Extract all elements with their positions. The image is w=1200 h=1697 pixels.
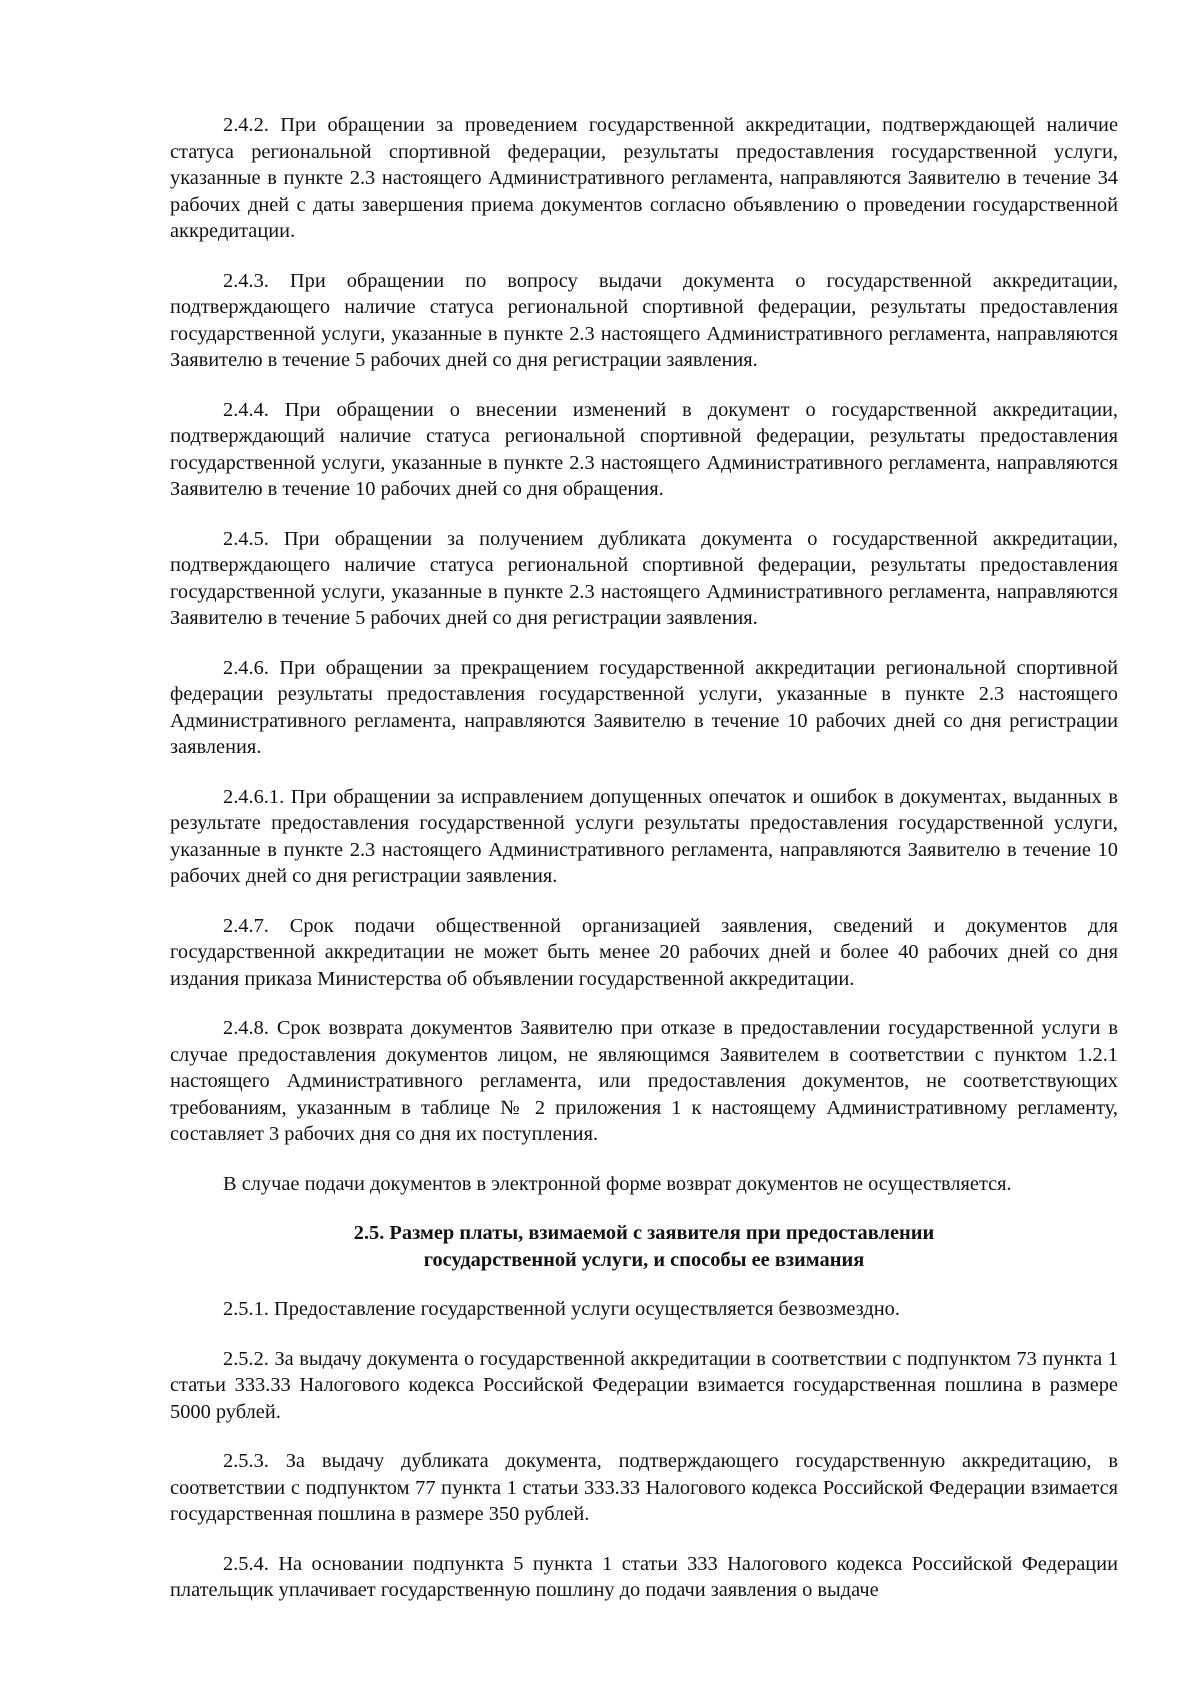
- paragraph-2-4-5: 2.4.5. При обращении за получением дубликата документа о государственной аккредитации, подтверждающего наличие статуса региональной спортивной федерации, результаты предоставления государственной услуги, указанные в пункте 2.3 настоящего Административного регламента, направляются Заявителю в течение 5 рабочих дней со дня регистрации заявления.: [170, 527, 1118, 629]
- paragraph-2-5-2: 2.5.2. За выдачу документа о государственной аккредитации в соответствии с подпунктом 73 пункта 1 статьи 333.33 Налогового кодекса Российской Федерации взимается государственная пошлина в размере 5000 рублей.: [170, 1347, 1118, 1423]
- paragraph-2-5-1: 2.5.1. Предоставление государственной услуги осуществляется безвозмездно.: [223, 1298, 900, 1320]
- paragraph-2-4-3: 2.4.3. При обращении по вопросу выдачи документа о государственной аккредитации, подтверждающего наличие статуса региональной спортивной федерации, результаты предоставления государственной услуги, указанные в пункте 2.3 настоящего Административного регламента, направляются Заявителю в течение 5 рабочих дней со дня регистрации заявления.: [170, 269, 1118, 371]
- paragraph-2-4-2: 2.4.2. При обращении за проведением государственной аккредитации, подтверждающей наличие статуса региональной спортивной федерации, результаты предоставления государственной услуги, указанные в пункте 2.3 настоящего Административного регламента, направляются Заявителю в течение 34 рабочих дней с даты завершения приема документов согласно объявлению о проведении государственной аккредитации.: [170, 114, 1118, 242]
- document-page: [170, 112, 1118, 1604]
- section-heading-2-5: [170, 1220, 1118, 1273]
- paragraph-2-4-6: 2.4.6. При обращении за прекращением государственной аккредитации региональной спортивной федерации результаты предоставления государственной услуги, указанные в пункте 2.3 настоящего Административного регламента, направляются Заявителю в течение 10 рабочих дней со дня регистрации заявления.: [170, 656, 1118, 758]
- paragraph-2-4-6-1: 2.4.6.1. При обращении за исправлением допущенных опечаток и ошибок в документах, выданных в результате предоставления государственной услуги результаты предоставления государственной услуги, указанные в пункте 2.3 настоящего Административного регламента, направляются Заявителю в течение 10 рабочих дней со дня регистрации заявления.: [170, 785, 1118, 887]
- paragraph-electronic-return: В случае подачи документов в электронной форме возврат документов не осуществляется.: [223, 1172, 1012, 1195]
- paragraph-2-4-7: 2.4.7. Срок подачи общественной организацией заявления, сведений и документов для государственной аккредитации не может быть менее 20 рабочих дней и более 40 рабочих дней со дня издания приказа Министерства об объявлении государственной аккредитации.: [170, 914, 1118, 990]
- paragraph-2-5-4: 2.5.4. На основании подпункта 5 пункта 1 статьи 333 Налогового кодекса Российской Федерации плательщик уплачивает государственную пошлину до подачи заявления о выдаче: [170, 1552, 1118, 1601]
- section-heading-line-2: государственной услуги, и способы ее взимания: [423, 1248, 865, 1271]
- paragraph-2-4-8: 2.4.8. Срок возврата документов Заявителю при отказе в предоставлении государственной услуги в случае предоставления документов лицом, не являющимся Заявителем в соответствии с пунктом 1.2.1 настоящего Административного регламента, или предоставления документов, не соответствующих требованиям, указанным в таблице № 2 приложения 1 к настоящему Административному регламенту, составляет 3 рабочих дня со дня их поступления.: [170, 1017, 1118, 1145]
- paragraph-2-5-3: 2.5.3. За выдачу дубликата документа, подтверждающего государственную аккредитацию, в соответствии с подпунктом 77 пункта 1 статьи 333.33 Налогового кодекса Российской Федерации взимается государственная пошлина в размере 350 рублей.: [170, 1450, 1118, 1525]
- paragraph-2-4-4: 2.4.4. При обращении о внесении изменений в документ о государственной аккредитации, подтверждающий наличие статуса региональной спортивной федерации, результаты предоставления государственной услуги, указанные в пункте 2.3 настоящего Административного регламента, направляются Заявителю в течение 10 рабочих дней со дня обращения.: [170, 398, 1118, 500]
- section-heading-line-1: 2.5. Размер платы, взимаемой с заявителя при предоставлении: [353, 1222, 935, 1244]
